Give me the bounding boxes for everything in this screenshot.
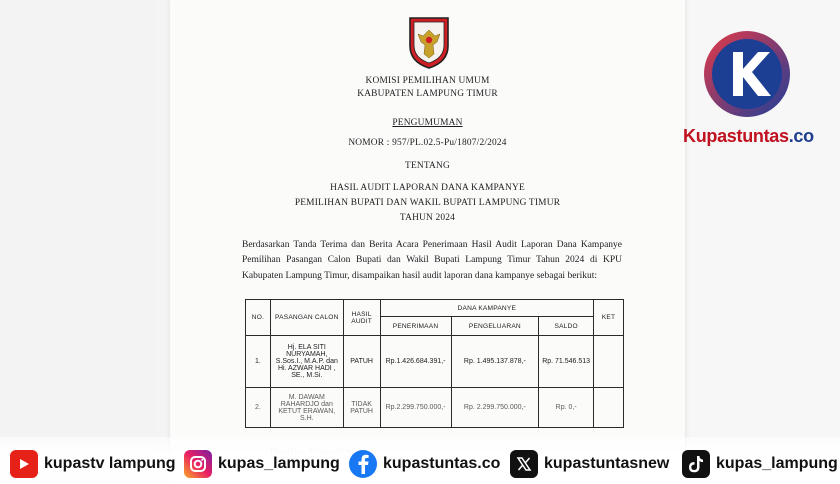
social-handle: kupastv lampung	[44, 455, 176, 472]
table-row	[246, 336, 624, 388]
subject-line-1: HASIL AUDIT LAPORAN DANA KAMPANYE	[330, 183, 525, 193]
document-page	[170, 0, 685, 484]
announcement-body: Berdasarkan Tanda Terima dan Berita Acara Penerimaan Hasil Audit Laporan Dana Kampanye Pemilihan Pasangan Calon Bupati dan Wakil Bupati Lampung Timur Tahun 2024 di KPU Kabupaten Lampung Timur, disampaikan hasil audit laporan dana kampanye sebagai berikut:	[242, 240, 622, 281]
background-left	[0, 0, 155, 484]
social-handle: kupas_lampung	[716, 455, 838, 472]
cell-hasil: PATUH	[343, 336, 380, 388]
campaign-fund-table	[245, 299, 624, 428]
x-icon	[510, 450, 538, 478]
table-header-row	[246, 300, 624, 317]
subject-line-2: PEMILIHAN BUPATI DAN WAKIL BUPATI LAMPUNG TIMUR	[294, 198, 561, 208]
youtube-icon	[10, 450, 38, 478]
brand-name-main: Kupastuntas	[683, 126, 789, 146]
announcement-title: PENGUMUMAN	[392, 118, 463, 128]
cell-saldo: Rp. 71.546.513	[539, 336, 594, 388]
institution-region: KABUPATEN LAMPUNG TIMUR	[357, 89, 498, 99]
col-saldo: SALDO	[539, 317, 594, 336]
cell-penerimaan: Rp.1.426.684.391,-	[380, 336, 451, 388]
cell-no: 1.	[246, 336, 271, 388]
social-x[interactable]	[510, 448, 669, 480]
cell-pengeluaran: Rp. 2.299.750.000,-	[451, 388, 539, 428]
cell-hasil: TIDAK PATUH	[343, 388, 380, 428]
kpu-emblem-icon	[406, 12, 452, 70]
k-logo-icon	[700, 30, 795, 125]
cell-ket	[594, 336, 624, 388]
kupastuntas-logo	[700, 30, 795, 125]
col-hasil: HASIL AUDIT	[343, 300, 380, 336]
social-handle: kupastuntasnew	[544, 455, 670, 472]
instagram-icon	[184, 450, 212, 478]
facebook-icon	[349, 450, 377, 478]
cell-no: 2.	[246, 388, 271, 428]
social-handle: kupastuntas.co	[383, 455, 501, 472]
social-youtube[interactable]	[10, 448, 176, 480]
table-row	[246, 388, 624, 428]
brand-name-suffix: .co	[788, 126, 814, 146]
institution-name: KOMISI PEMILIHAN UMUM	[365, 76, 490, 86]
col-no: NO.	[246, 300, 271, 336]
subject-line-3: TAHUN 2024	[399, 213, 456, 223]
social-tiktok[interactable]	[682, 448, 838, 480]
social-handle: kupas_lampung	[218, 455, 340, 472]
social-facebook[interactable]	[349, 448, 500, 480]
cell-pasangan: Hj. ELA SITI NURYAMAH, S.Sos.I., M.A.P. dan Hi. AZWAR HADI , SE., M.Si.	[270, 336, 343, 388]
col-pengeluaran: PENGELUARAN	[451, 317, 539, 336]
cell-ket	[594, 388, 624, 428]
social-instagram[interactable]	[184, 448, 340, 480]
col-dana: DANA KAMPANYE	[380, 300, 594, 317]
cell-penerimaan: Rp.2.299.750.000,-	[380, 388, 451, 428]
col-penerimaan: PENERIMAAN	[380, 317, 451, 336]
brand-name	[683, 126, 814, 147]
cell-saldo: Rp. 0,-	[539, 388, 594, 428]
col-ket: KET	[594, 300, 624, 336]
cell-pasangan: M. DAWAM RAHARDJO dan KETUT ERAWAN, S.H.	[270, 388, 343, 428]
announcement-about: TENTANG	[405, 161, 450, 171]
announcement-number: NOMOR : 957/PL.02.5-Pu/1807/2/2024	[348, 138, 507, 148]
tiktok-icon	[682, 450, 710, 478]
col-pasangan: PASANGAN CALON	[270, 300, 343, 336]
cell-pengeluaran: Rp. 1.495.137.878,-	[451, 336, 539, 388]
